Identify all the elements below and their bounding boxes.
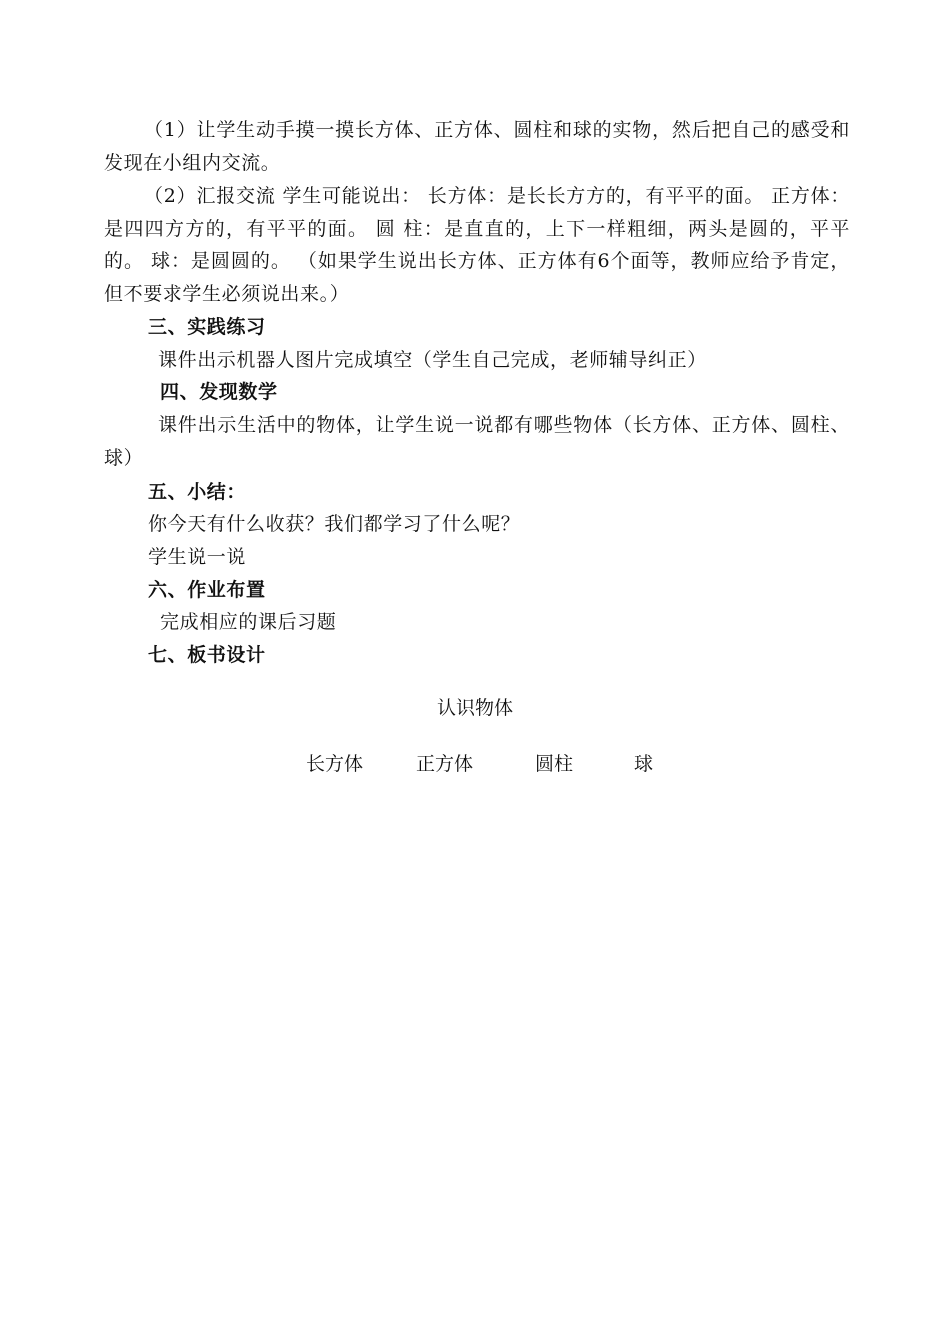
text-summary-question: 你今天有什么收获？我们都学习了什么呢？ [148,513,521,535]
text-homework: 完成相应的课后习题 [160,611,337,633]
text-summary-students: 学生说一说 [148,546,247,568]
paragraph-touch-objects: （1）让学生动手摸一摸长方体、正方体、圆柱和球的实物，然后把自己的感受和发现在小组内交流。 [104,119,850,174]
paragraph-report-exchange: （2）汇报交流 学生可能说出： 长方体：是长长方方的，有平平的面。 正方体：是四四方方的，有平平的面。 圆 柱：是直直的，上下一样粗细，两头是圆的，平平的。 球：是圆圆的。 （如果学生说出长方体、正方体有6个面等，教师应给予肯定，但不要求学生必须说出来。） [104,185,850,305]
board-item-sphere: 球 [634,753,654,775]
board-item-cube: 正方体 [416,753,474,775]
board-item-cylinder: 圆柱 [535,753,574,775]
board-title: 认识物体 [436,697,513,719]
heading-board-design: 七、板书设计 [148,644,266,666]
board-item-cuboid: 长方体 [306,753,364,775]
heading-homework: 六、作业布置 [148,579,266,601]
paragraph-discover-math: 课件出示生活中的物体，让学生说一说都有哪些物体（长方体、正方体、圆柱、球） [104,414,850,469]
text-practice: 课件出示机器人图片完成填空（学生自己完成，老师辅导纠正） [158,349,707,371]
heading-discover-math: 四、发现数学 [160,381,278,403]
heading-summary: 五、小结： [148,481,247,503]
heading-practice: 三、实践练习 [148,316,266,338]
